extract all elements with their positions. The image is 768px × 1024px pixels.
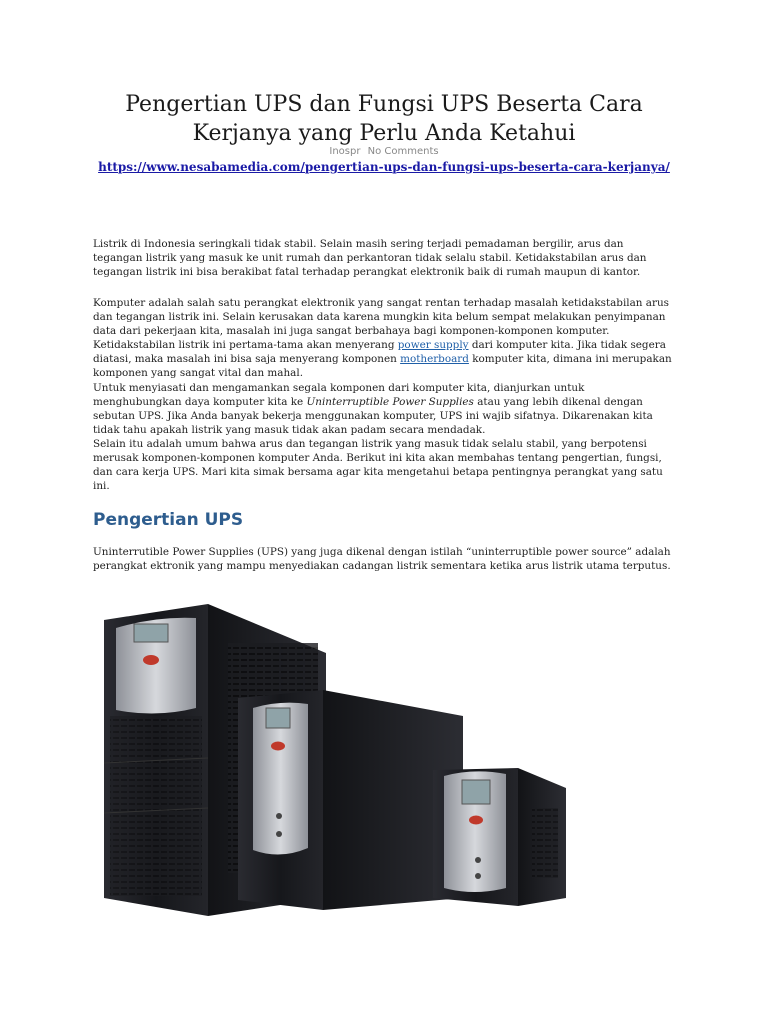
article-title-line1: Pengertian UPS dan Fungsi UPS Beserta Cara — [125, 92, 643, 117]
paragraph-text: Listrik di Indonesia seringkali tidak stabil. Selain masih sering terjadi pemadaman bergilir, arus dan tegangan listrik yang masuk ke unit rumah dan perkantoran tidak selalu stabil. Ketidakstabilan arus dan tegangan listrik ini bisa berakibat fatal terhadap perangkat elektronik baik di rumah maupun di kantor. — [93, 238, 647, 279]
article-meta — [0, 146, 768, 157]
intro-paragraphs — [93, 296, 675, 493]
paragraph-text: komputer kita, dimana ini merupakan komponen yang sangat vital dan mahal. — [93, 353, 672, 380]
paragraph-ups-recommendation — [93, 381, 675, 437]
power-supply-link[interactable]: power supply — [397, 339, 469, 352]
paragraph-overview: Selain itu adalah umum bahwa arus dan tegangan listrik yang masuk tidak selalu stabil, yang berpotensi merusak komponen-komponen komputer Anda. Berikut ini kita akan membahas tentang pengertian, fungsi, dan cara kerja UPS. Mari kita simak bersama agar kita mengetahui betapa pentingnya perangkat yang satu ini. — [93, 437, 663, 493]
paragraph-text: dari komputer kita. Jika tidak segera diatasi, maka masalah ini bisa saja menyerang komponen — [93, 339, 666, 366]
article-title-line2: Kerjanya yang Perlu Anda Ketahui — [192, 121, 576, 146]
medium-ups — [238, 690, 463, 910]
section-heading: Pengertian UPS — [93, 510, 244, 530]
paragraph-text: Uninterrutible Power Supplies (UPS) yang juga dikenal dengan istilah “uninterruptible power source” adalah perangkat ektronik yang mampu menyediakan cadangan listrik sementara ketika arus listrik utama terputus. — [93, 546, 671, 573]
paragraph-computer-vulnerability — [93, 296, 675, 381]
ups-term: Uninterruptible Power Supplies — [306, 395, 474, 408]
comments-link[interactable]: No Comments — [367, 146, 439, 157]
section-paragraph — [93, 545, 675, 573]
ups-units-photo — [88, 598, 588, 918]
paragraph-text: Komputer adalah salah satu perangkat elektronik yang sangat rentan terhadap masalah ketidakstabilan arus dan tegangan listrik ini. Selain kerusakan data karena mungkin kita belum sempat melakukan penyimpanan data dari pekerjaan kita, masalah ini juga sangat berbahaya bagi komponen-komponen komputer. Ketidakstabilan listrik ini pertama-tama akan menyerang — [93, 297, 669, 352]
article-title — [60, 90, 708, 148]
source-url-link[interactable]: https://www.nesabamedia.com/pengertian-ups-dan-fungsi-ups-beserta-cara-kerjanya/ — [98, 160, 670, 174]
author-link[interactable]: Inospr — [329, 146, 361, 157]
intro-paragraph-1 — [93, 237, 675, 279]
paragraph-text: Untuk menyiasati dan mengamankan segala komponen dari komputer kita, dianjurkan untuk menghubungkan daya komputer kita ke — [93, 381, 585, 408]
motherboard-link[interactable]: motherboard — [400, 353, 469, 366]
small-ups — [433, 768, 566, 906]
paragraph-text: atau yang lebih dikenal dengan sebutan UPS. Jika Anda banyak bekerja menggunakan komputer, UPS ini wajib sifatnya. Dikarenakan kita tidak tahu apakah listrik yang masuk tidak akan padam secara mendadak. — [93, 395, 653, 436]
